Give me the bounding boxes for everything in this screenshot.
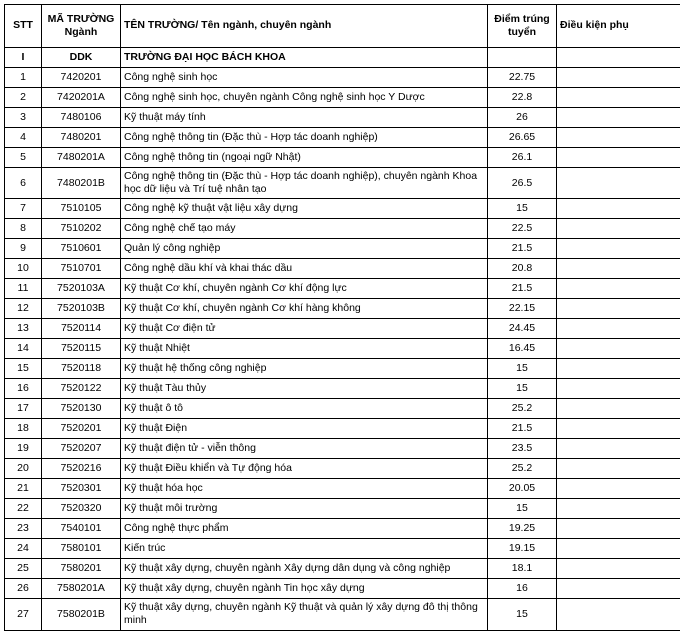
group-row-ma: DDK — [42, 48, 121, 68]
cell-dieu-kien — [557, 439, 680, 459]
cell-diem: 20.05 — [488, 479, 557, 499]
cell-dieu-kien — [557, 279, 680, 299]
cell-diem: 24.45 — [488, 319, 557, 339]
cell-ten-nganh: Kỹ thuật Cơ khí, chuyên ngành Cơ khí động lực — [121, 279, 488, 299]
cell-dieu-kien — [557, 499, 680, 519]
cell-ma-nganh: 7480106 — [42, 108, 121, 128]
table-row — [5, 199, 680, 219]
table-row — [5, 148, 680, 168]
cell-dieu-kien — [557, 168, 680, 199]
cell-ma-nganh: 7540101 — [42, 519, 121, 539]
table-row — [5, 599, 680, 630]
cell-stt: 3 — [5, 108, 42, 128]
cell-ma-nganh: 7510202 — [42, 219, 121, 239]
cell-diem: 19.15 — [488, 539, 557, 559]
cell-diem: 25.2 — [488, 459, 557, 479]
cell-dieu-kien — [557, 319, 680, 339]
column-header-dieu-kien: Điều kiện phụ — [557, 5, 680, 48]
table-row — [5, 68, 680, 88]
cell-ten-nganh: Kỹ thuật ô tô — [121, 399, 488, 419]
cell-dieu-kien — [557, 219, 680, 239]
cell-diem: 23.5 — [488, 439, 557, 459]
group-row-dieu-kien — [557, 48, 680, 68]
table-row — [5, 539, 680, 559]
cell-dieu-kien — [557, 599, 680, 630]
cell-ten-nganh: Kỹ thuật xây dựng, chuyên ngành Tin học xây dựng — [121, 579, 488, 599]
cell-ten-nganh: Kỹ thuật hệ thống công nghiệp — [121, 359, 488, 379]
cell-diem: 26.65 — [488, 128, 557, 148]
cell-ma-nganh: 7420201 — [42, 68, 121, 88]
table-row — [5, 479, 680, 499]
table-body — [5, 48, 680, 631]
cell-dieu-kien — [557, 299, 680, 319]
cell-stt: 22 — [5, 499, 42, 519]
cell-ten-nganh: Kỹ thuật xây dựng, chuyên ngành Kỹ thuật và quản lý xây dựng đô thị thông minh — [121, 599, 488, 630]
cell-ten-nganh: Công nghệ thực phẩm — [121, 519, 488, 539]
table-row — [5, 339, 680, 359]
cell-diem: 25.2 — [488, 399, 557, 419]
cell-stt: 26 — [5, 579, 42, 599]
table-row — [5, 128, 680, 148]
cell-stt: 18 — [5, 419, 42, 439]
cell-ma-nganh: 7520103B — [42, 299, 121, 319]
cell-diem: 22.75 — [488, 68, 557, 88]
table-row — [5, 239, 680, 259]
cell-stt: 13 — [5, 319, 42, 339]
table-row — [5, 108, 680, 128]
cell-dieu-kien — [557, 199, 680, 219]
table-row — [5, 559, 680, 579]
cell-ten-nganh: Kỹ thuật Điện — [121, 419, 488, 439]
cell-diem: 15 — [488, 359, 557, 379]
table-row — [5, 299, 680, 319]
cell-ma-nganh: 7580101 — [42, 539, 121, 559]
table-row — [5, 419, 680, 439]
cell-ma-nganh: 7520114 — [42, 319, 121, 339]
table-row — [5, 399, 680, 419]
cell-stt: 8 — [5, 219, 42, 239]
cell-ten-nganh: Công nghệ thông tin (Đặc thù - Hợp tác doanh nghiệp), chuyên ngành Khoa học dữ liệu và Trí tuệ nhân tạo — [121, 168, 488, 199]
cell-ma-nganh: 7580201 — [42, 559, 121, 579]
cell-diem: 15 — [488, 599, 557, 630]
group-row-name: TRƯỜNG ĐẠI HỌC BÁCH KHOA — [121, 48, 488, 68]
cell-diem: 20.8 — [488, 259, 557, 279]
cell-ten-nganh: Công nghệ thông tin (ngoại ngữ Nhật) — [121, 148, 488, 168]
cell-diem: 22.8 — [488, 88, 557, 108]
cell-diem: 21.5 — [488, 239, 557, 259]
cell-diem: 22.15 — [488, 299, 557, 319]
cell-stt: 25 — [5, 559, 42, 579]
cell-ma-nganh: 7510601 — [42, 239, 121, 259]
cell-ma-nganh: 7520118 — [42, 359, 121, 379]
cell-ma-nganh: 7510105 — [42, 199, 121, 219]
cell-diem: 26.5 — [488, 168, 557, 199]
cell-stt: 14 — [5, 339, 42, 359]
cell-stt: 2 — [5, 88, 42, 108]
cell-ma-nganh: 7580201B — [42, 599, 121, 630]
cell-ten-nganh: Công nghệ sinh học — [121, 68, 488, 88]
cell-ten-nganh: Kỹ thuật môi trường — [121, 499, 488, 519]
cell-ten-nganh: Công nghệ dầu khí và khai thác dầu — [121, 259, 488, 279]
cell-stt: 4 — [5, 128, 42, 148]
cell-ten-nganh: Kỹ thuật hóa học — [121, 479, 488, 499]
cell-diem: 26 — [488, 108, 557, 128]
cell-diem: 15 — [488, 379, 557, 399]
cell-ten-nganh: Công nghệ kỹ thuật vật liệu xây dựng — [121, 199, 488, 219]
table-row — [5, 359, 680, 379]
cell-diem: 19.25 — [488, 519, 557, 539]
table-row — [5, 579, 680, 599]
cell-ten-nganh: Công nghệ sinh học, chuyên ngành Công nghệ sinh học Y Dược — [121, 88, 488, 108]
cell-diem: 22.5 — [488, 219, 557, 239]
table-row — [5, 319, 680, 339]
table-row — [5, 88, 680, 108]
cell-ten-nganh: Quản lý công nghiệp — [121, 239, 488, 259]
cell-ma-nganh: 7510701 — [42, 259, 121, 279]
cell-stt: 21 — [5, 479, 42, 499]
cell-ma-nganh: 7520103A — [42, 279, 121, 299]
cell-diem: 16.45 — [488, 339, 557, 359]
cell-dieu-kien — [557, 579, 680, 599]
cell-dieu-kien — [557, 148, 680, 168]
cell-stt: 6 — [5, 168, 42, 199]
cell-ma-nganh: 7480201B — [42, 168, 121, 199]
cell-ma-nganh: 7520201 — [42, 419, 121, 439]
cell-dieu-kien — [557, 459, 680, 479]
column-header-ten-truong: TÊN TRƯỜNG/ Tên ngành, chuyên ngành — [121, 5, 488, 48]
cell-stt: 27 — [5, 599, 42, 630]
cell-ma-nganh: 7420201A — [42, 88, 121, 108]
cell-dieu-kien — [557, 399, 680, 419]
table-row — [5, 519, 680, 539]
cell-dieu-kien — [557, 359, 680, 379]
cell-dieu-kien — [557, 519, 680, 539]
table-row — [5, 279, 680, 299]
cell-ma-nganh: 7480201A — [42, 148, 121, 168]
table-row — [5, 219, 680, 239]
cell-dieu-kien — [557, 108, 680, 128]
cell-ma-nganh: 7520216 — [42, 459, 121, 479]
cell-stt: 24 — [5, 539, 42, 559]
cell-stt: 7 — [5, 199, 42, 219]
cell-dieu-kien — [557, 379, 680, 399]
cell-stt: 9 — [5, 239, 42, 259]
cell-diem: 16 — [488, 579, 557, 599]
cell-ten-nganh: Kỹ thuật máy tính — [121, 108, 488, 128]
cell-dieu-kien — [557, 479, 680, 499]
cell-stt: 23 — [5, 519, 42, 539]
cell-diem: 26.1 — [488, 148, 557, 168]
cell-stt: 17 — [5, 399, 42, 419]
cell-stt: 20 — [5, 459, 42, 479]
column-header-stt: STT — [5, 5, 42, 48]
table-row — [5, 259, 680, 279]
cell-dieu-kien — [557, 128, 680, 148]
cell-ten-nganh: Kỹ thuật Tàu thủy — [121, 379, 488, 399]
cell-ten-nganh: Kỹ thuật Cơ điện tử — [121, 319, 488, 339]
table-header — [5, 5, 680, 48]
cell-ma-nganh: 7520115 — [42, 339, 121, 359]
cell-stt: 19 — [5, 439, 42, 459]
cell-stt: 15 — [5, 359, 42, 379]
cell-ten-nganh: Kỹ thuật xây dựng, chuyên ngành Xây dựng dân dụng và công nghiệp — [121, 559, 488, 579]
cell-dieu-kien — [557, 239, 680, 259]
cell-dieu-kien — [557, 88, 680, 108]
cell-dieu-kien — [557, 68, 680, 88]
group-row-stt: I — [5, 48, 42, 68]
cell-dieu-kien — [557, 419, 680, 439]
cell-stt: 1 — [5, 68, 42, 88]
cell-diem: 15 — [488, 499, 557, 519]
cell-dieu-kien — [557, 339, 680, 359]
cell-stt: 11 — [5, 279, 42, 299]
table-row — [5, 168, 680, 199]
cell-ten-nganh: Kỹ thuật điện tử - viễn thông — [121, 439, 488, 459]
cell-ma-nganh: 7520122 — [42, 379, 121, 399]
cell-stt: 10 — [5, 259, 42, 279]
cell-stt: 12 — [5, 299, 42, 319]
cell-diem: 15 — [488, 199, 557, 219]
cell-ma-nganh: 7520130 — [42, 399, 121, 419]
table-row — [5, 499, 680, 519]
admission-score-table — [4, 4, 680, 631]
cell-ten-nganh: Công nghệ chế tạo máy — [121, 219, 488, 239]
cell-diem: 21.5 — [488, 419, 557, 439]
cell-ma-nganh: 7480201 — [42, 128, 121, 148]
cell-dieu-kien — [557, 259, 680, 279]
table-row — [5, 439, 680, 459]
cell-ma-nganh: 7520320 — [42, 499, 121, 519]
cell-dieu-kien — [557, 539, 680, 559]
cell-diem: 18.1 — [488, 559, 557, 579]
cell-stt: 16 — [5, 379, 42, 399]
cell-ma-nganh: 7580201A — [42, 579, 121, 599]
table-row — [5, 379, 680, 399]
column-header-diem: Điểm trúng tuyển — [488, 5, 557, 48]
column-header-ma-nganh: MÃ TRƯỜNG Ngành — [42, 5, 121, 48]
cell-stt: 5 — [5, 148, 42, 168]
cell-ma-nganh: 7520301 — [42, 479, 121, 499]
cell-diem: 21.5 — [488, 279, 557, 299]
cell-ma-nganh: 7520207 — [42, 439, 121, 459]
table-header-row — [5, 5, 680, 48]
cell-ten-nganh: Công nghệ thông tin (Đặc thù - Hợp tác doanh nghiệp) — [121, 128, 488, 148]
table-group-row — [5, 48, 680, 68]
cell-ten-nganh: Kỹ thuật Cơ khí, chuyên ngành Cơ khí hàng không — [121, 299, 488, 319]
cell-dieu-kien — [557, 559, 680, 579]
table-row — [5, 459, 680, 479]
cell-ten-nganh: Kiến trúc — [121, 539, 488, 559]
cell-ten-nganh: Kỹ thuật Điều khiển và Tự động hóa — [121, 459, 488, 479]
cell-ten-nganh: Kỹ thuật Nhiệt — [121, 339, 488, 359]
group-row-diem — [488, 48, 557, 68]
